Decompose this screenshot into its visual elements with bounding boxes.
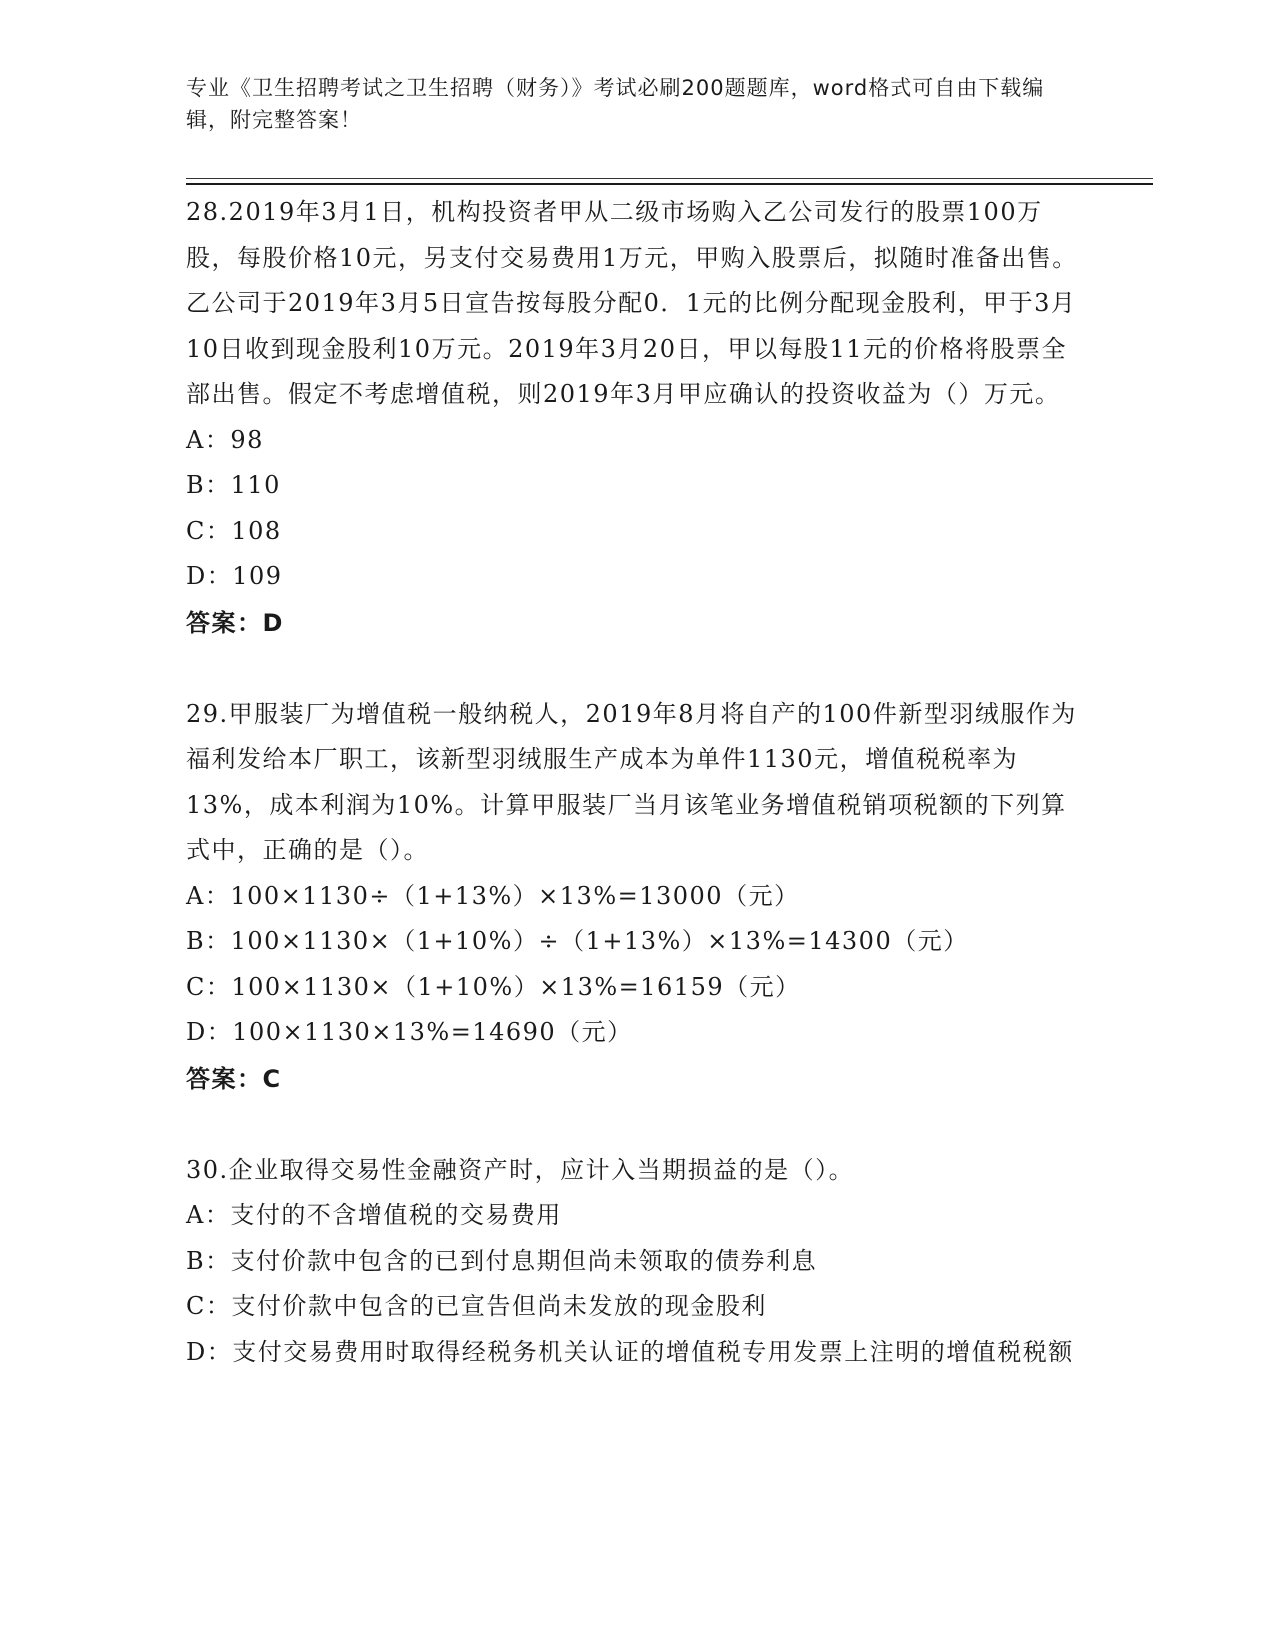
header-divider-thin (186, 178, 1153, 179)
question-stem: 29.甲服装厂为增值税一般纳税人，2019年8月将自产的100件新型羽绒服作为福利发给本厂职工，该新型羽绒服生产成本为单件1130元，增值税税率为13%，成本利润为10%。计算甲服装厂当月该笔业务增值税销项税额的下列算式中，正确的是（）。 (186, 699, 1077, 864)
header-divider-thick (186, 183, 1153, 185)
option-c (186, 509, 1086, 555)
option-text: 100×1130÷（1+13%）×13%=13000（元） (230, 881, 800, 910)
option-c (186, 1284, 1086, 1330)
option-text: 支付价款中包含的已宣告但尚未发放的现金股利 (231, 1292, 767, 1320)
option-d (186, 1330, 1086, 1376)
option-text: 109 (232, 562, 283, 590)
option-d (186, 1010, 1086, 1056)
question-29 (186, 692, 1086, 1102)
question-28 (186, 190, 1086, 646)
option-text: 98 (230, 425, 264, 454)
option-text: 100×1130×（1+10%）÷（1+13%）×13%=14300（元） (230, 927, 969, 955)
option-key: B： (186, 471, 231, 499)
option-text: 100×1130×13%=14690（元） (232, 1018, 633, 1046)
question-30 (186, 1148, 1086, 1376)
option-key: A： (186, 881, 231, 910)
option-b (186, 919, 1086, 965)
option-d (186, 554, 1086, 600)
question-spacer (186, 646, 1086, 692)
option-key: A： (186, 425, 231, 454)
option-key: D： (186, 1018, 233, 1046)
option-a (186, 874, 1086, 920)
option-text: 支付价款中包含的已到付息期但尚未领取的债券利息 (230, 1246, 818, 1275)
option-key: B： (186, 927, 231, 955)
option-key: C： (186, 1292, 232, 1320)
option-text: 100×1130×（1+10%）×13%=16159（元） (231, 972, 801, 1001)
question-spacer (186, 1102, 1086, 1148)
option-text: 支付的不含增值税的交易费用 (230, 1201, 562, 1229)
document-header: 专业《卫生招聘考试之卫生招聘（财务）》考试必刷200题题库，word格式可自由下载编辑，附完整答案！ (186, 76, 1045, 132)
answer-line: 答案：C (186, 1064, 282, 1093)
option-key: A： (186, 1201, 231, 1229)
answer-line: 答案：D (186, 608, 284, 637)
question-stem: 30.企业取得交易性金融资产时，应计入当期损益的是（）。 (186, 1155, 855, 1184)
option-key: D： (186, 562, 233, 590)
option-key: C： (186, 972, 232, 1001)
option-c (186, 965, 1086, 1011)
option-text: 110 (230, 471, 281, 499)
option-text: 支付交易费用时取得经税务机关认证的增值税专用发票上注明的增值税税额 (232, 1337, 1074, 1366)
option-b (186, 463, 1086, 509)
option-b (186, 1239, 1086, 1285)
option-key: D： (186, 1337, 233, 1366)
option-key: B： (186, 1246, 231, 1275)
option-a (186, 1193, 1086, 1239)
option-a (186, 418, 1086, 464)
question-list (186, 190, 1086, 1375)
option-text: 108 (231, 516, 282, 545)
option-key: C： (186, 516, 232, 545)
question-stem: 28.2019年3月1日，机构投资者甲从二级市场购入乙公司发行的股票100万股，每股价格10元，另支付交易费用1万元，甲购入股票后，拟随时准备出售。乙公司于2019年3月5日宣告按每股分配0．1元的比例分配现金股利，甲于3月10日收到现金股利10万元。2019年3月20日，甲以每股11元的价格将股票全部出售。假定不考虑增值税，则2019年3月甲应确认的投资收益为（）万元。 (186, 198, 1078, 408)
